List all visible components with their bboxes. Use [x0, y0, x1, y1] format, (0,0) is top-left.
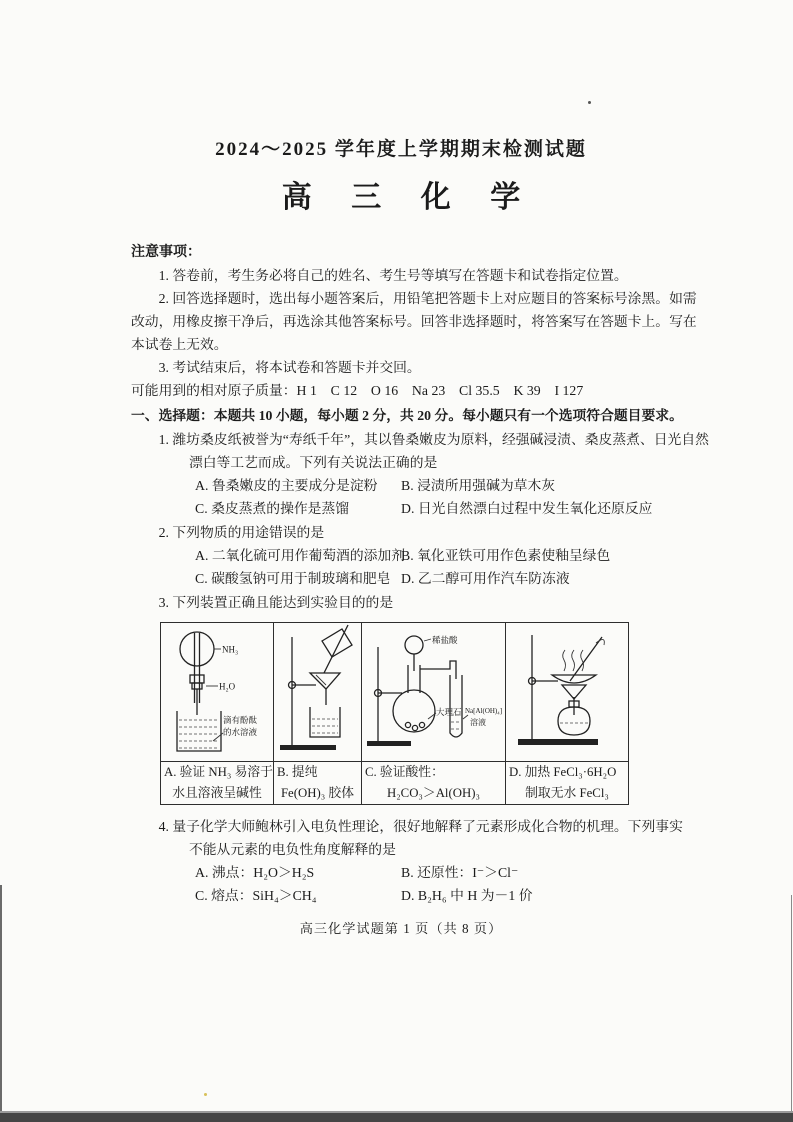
- notice-item-3: 3. 考试结束后，将本试卷和答题卡并交回。: [158, 360, 421, 375]
- pouring-beaker: [322, 629, 352, 657]
- question-4-stem-line-1: 4. 量子化学大师鲍林引入电负性理论，很好地解释了元素形成化合物的机理。下列事实: [158, 819, 683, 834]
- caption-d: [505, 762, 628, 805]
- apparatus-figure-row: [161, 623, 629, 762]
- caption-b-line-2: Fe(OH)₃ 胶体: [280, 786, 354, 800]
- marble-chips: [405, 722, 410, 727]
- apparatus-figure-c: [361, 623, 505, 762]
- section-1-title: 一、选择题：本题共 10 小题，每小题 2 分，共 20 分。每小题只有一个选项符合题目要求。: [131, 408, 683, 423]
- question-2-stem: 2. 下列物质的用途错误的是: [158, 525, 325, 540]
- scan-left-edge: [0, 885, 2, 1122]
- scan-speck: [588, 101, 591, 104]
- question-4-option-b: B. 还原性：I⁻＞Cl⁻: [401, 865, 519, 880]
- question-1-option-d: D. 日光自然漂白过程中发生氧化还原反应: [401, 501, 653, 516]
- question-4-option-d: D. B₂H₆ 中 H 为－1 价: [401, 888, 533, 903]
- scan-right-edge: [791, 895, 792, 1122]
- notice-item-2-line-2: 改动，用橡皮擦干净后，再选涂其他答案标号。回答非选择题时，将答案写在答题卡上。写在: [131, 314, 697, 329]
- caption-a: [161, 762, 274, 805]
- beaker: [177, 711, 221, 751]
- apparatus-table: [160, 622, 629, 805]
- notice-heading: 注意事项：: [131, 245, 201, 260]
- stand-base: [367, 741, 411, 746]
- question-1: [131, 428, 709, 520]
- question-4-option-a: A. 沸点：H₂O＞H₂S: [195, 865, 315, 880]
- caption-a-line-1: A. 验证 NH₃ 易溶于: [164, 765, 273, 779]
- exam-header-title: 2024～2025 学年度上学期期末检测试题: [215, 139, 587, 160]
- apparatus-figure-b: [273, 623, 361, 762]
- h2o-label: H₂O: [219, 681, 236, 692]
- evaporation-figure: [506, 623, 628, 761]
- stopper: [190, 675, 204, 683]
- test-tube: [450, 675, 462, 737]
- question-1-option-b: B. 浸渍所用强碱为草木灰: [401, 478, 556, 493]
- question-1-stem-line-1: 1. 潍坊桑皮纸被誉为“寿纸千年”，其以鲁桑嫩皮为原料，经强碱浸渍、桑皮蒸煮、日光自然: [158, 432, 709, 447]
- gas-generator-figure: [362, 623, 505, 761]
- page-footer: 高三化学试题第 1 页（共 8 页）: [299, 921, 503, 936]
- funnel: [310, 673, 340, 689]
- question-4-stem-line-2: 不能从元素的电负性角度解释的是: [188, 842, 396, 857]
- atomic-mass-line: 可能用到的相对原子质量：H 1 C 12 O 16 Na 23 Cl 35.5 K 39 I 127: [131, 383, 584, 398]
- dish-support: [562, 685, 586, 699]
- question-2-option-d: D. 乙二醇可用作汽车防冻液: [401, 571, 570, 586]
- caption-c-line-1: C. 验证酸性：: [364, 765, 444, 779]
- marble-label: 大理石: [435, 707, 462, 717]
- question-3-stem: 3. 下列装置正确且能达到实验目的的是: [158, 595, 394, 610]
- caption-c: [361, 762, 505, 805]
- scan-speck: [204, 1093, 207, 1096]
- dilute-hcl-label: 稀盐酸: [431, 635, 458, 645]
- caption-a-line-2: 水且溶液呈碱性: [172, 786, 262, 800]
- question-4-option-c: C. 熔点：SiH₄＞CH₄: [195, 888, 317, 903]
- notice-item-2-line-1: 2. 回答选择题时，选出每小题答案后，用铅笔把答题卡上对应题目的答案标号涂黑。如需: [158, 291, 697, 306]
- caption-b-line-1: B. 提纯: [276, 765, 318, 779]
- sodium-aluminate-label-1: Na[Al(OH)₄]: [464, 707, 503, 715]
- question-2: [131, 521, 671, 590]
- exam-subject-title: 高 三 化 学: [281, 181, 537, 214]
- caption-c-line-2: H₂CO₃＞Al(OH)₃: [386, 786, 480, 800]
- question-4: [131, 815, 683, 907]
- question-1-stem-line-2: 漂白等工艺而成。下列有关说法正确的是: [188, 455, 438, 470]
- question-2-option-b: B. 氧化亚铁可用作色素使釉呈绿色: [401, 548, 611, 563]
- apparatus-figure-d: [505, 623, 628, 762]
- filtration-figure: [274, 623, 361, 761]
- scan-bottom-bar: [0, 1113, 793, 1122]
- question-3: [131, 591, 671, 805]
- notice-item-2-line-3: 本试卷上无效。: [131, 337, 228, 352]
- exam-content: [131, 138, 709, 940]
- apparatus-caption-row: [161, 762, 629, 805]
- ammonia-fountain-figure: [161, 623, 265, 761]
- nh3-label: NH₃: [222, 644, 239, 655]
- stand-base: [280, 745, 336, 750]
- stand-base: [518, 739, 598, 745]
- receiving-beaker: [310, 707, 340, 737]
- flask-bulb: [180, 632, 214, 666]
- caption-d-line-2: 制取无水 FeCl₃: [525, 786, 609, 800]
- phenolphthalein-label-2: 的水溶液: [223, 727, 258, 737]
- thistle-funnel-bulb: [405, 636, 423, 654]
- question-1-option-a: A. 鲁桑嫩皮的主要成分是淀粉: [195, 478, 378, 493]
- question-1-option-c: C. 桑皮蒸煮的操作是蒸馏: [195, 501, 350, 516]
- question-2-option-a: A. 二氧化硫可用作葡萄酒的添加剂: [195, 548, 406, 563]
- caption-b: [273, 762, 361, 805]
- steam: [563, 650, 566, 671]
- caption-d-line-1: D. 加热 FeCl₃·6H₂O: [508, 765, 617, 779]
- notice-item-1: 1. 答卷前，考生务必将自己的姓名、考生号等填写在答题卡和试卷指定位置。: [158, 268, 628, 283]
- phenolphthalein-label-1: 滴有酚酞: [223, 715, 258, 725]
- question-2-option-c: C. 碳酸氢钠可用于制玻璃和肥皂: [195, 571, 391, 586]
- apparatus-figure-a: [161, 623, 274, 762]
- sodium-aluminate-label-2: 溶液: [469, 718, 486, 727]
